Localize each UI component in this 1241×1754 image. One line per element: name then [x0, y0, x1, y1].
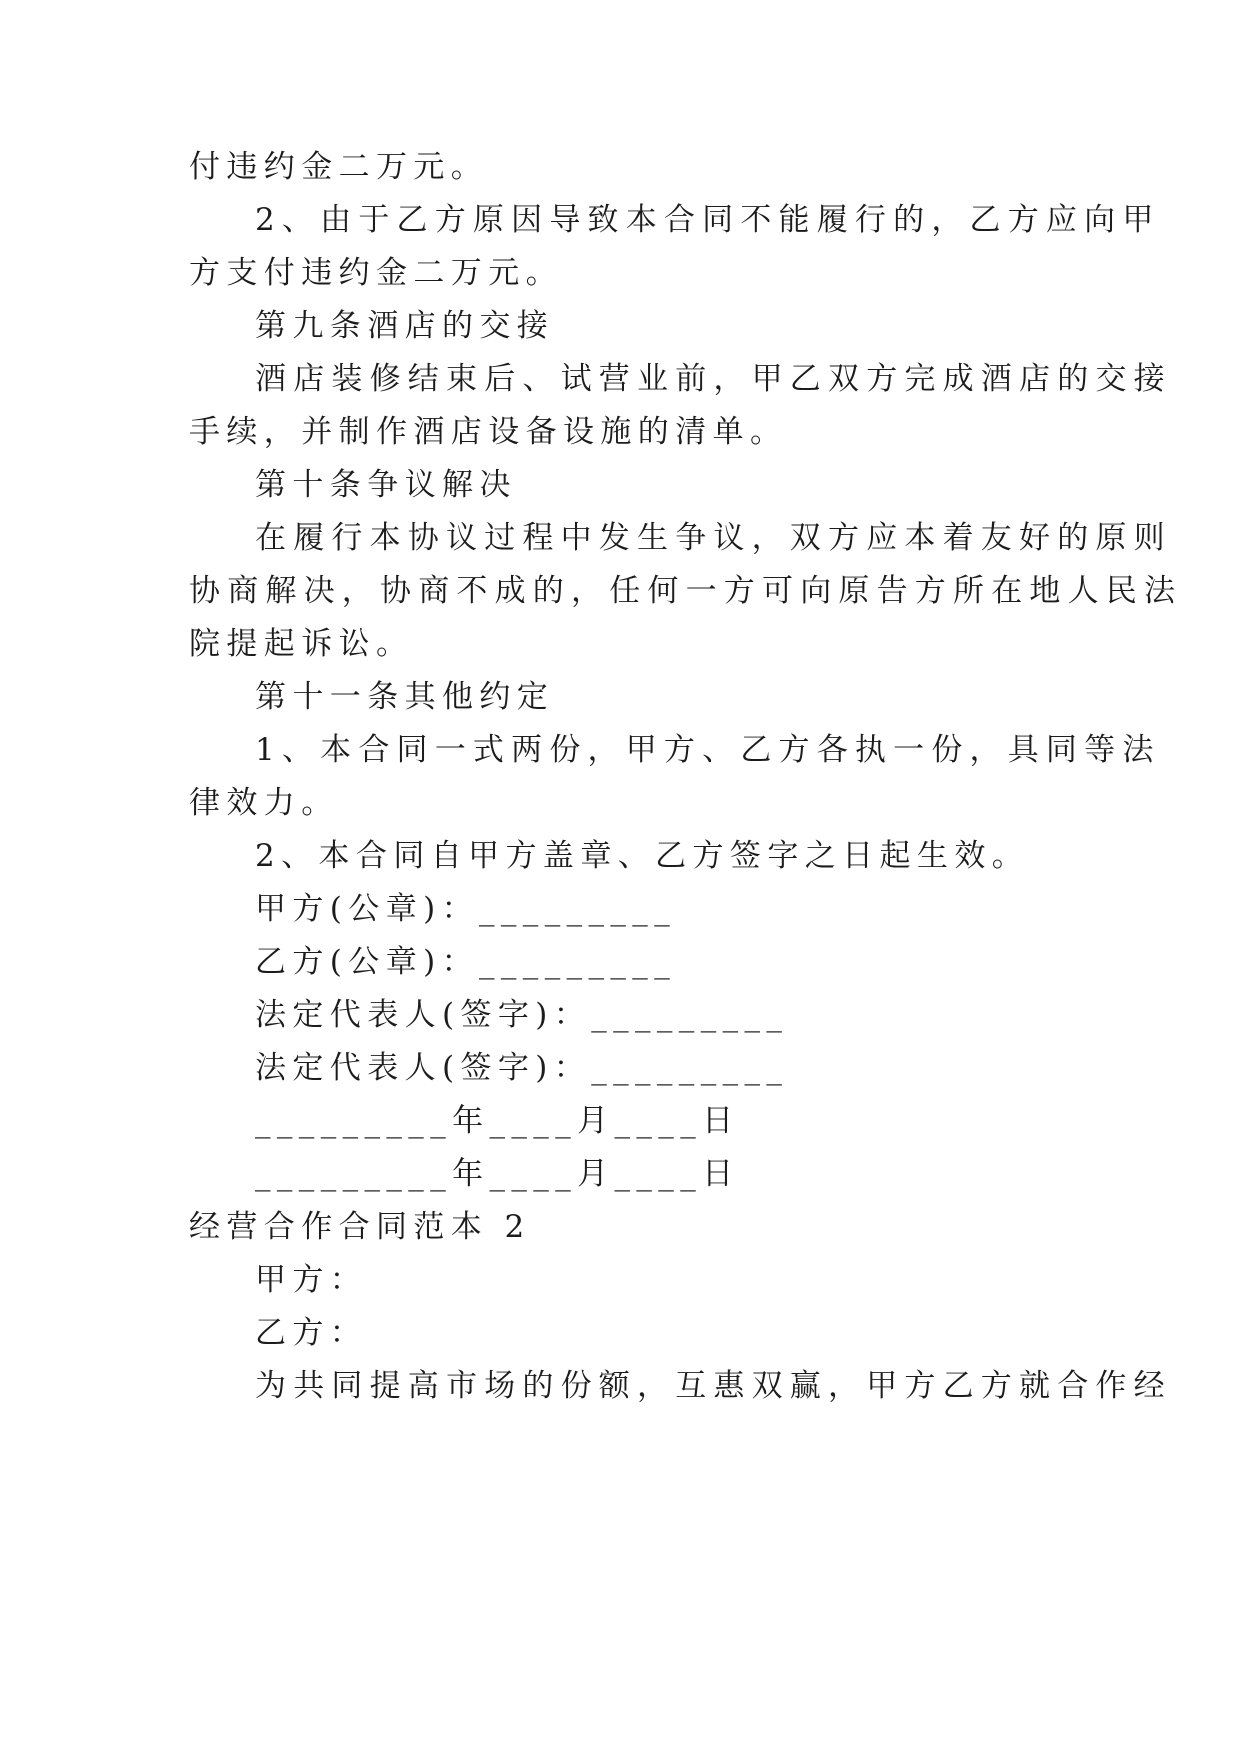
text-line: 方支付违约金二万元。 — [189, 255, 563, 291]
text-line: 2、本合同自甲方盖章、乙方签字之日起生效。 — [255, 838, 1030, 874]
text-line: 为共同提高市场的份额，互惠双赢，甲方乙方就合作经 — [255, 1368, 1172, 1404]
text-line: 律效力。 — [189, 785, 339, 821]
section-heading: 第九条酒店的交接 — [255, 308, 555, 344]
signature-line-representative: 法定代表人(签字)：_________ — [255, 1050, 789, 1086]
section-heading: 第十一条其他约定 — [255, 679, 555, 715]
text-line: 在履行本协议过程中发生争议，双方应本着友好的原则 — [255, 520, 1172, 556]
text-line: 协商解决，协商不成的，任何一方可向原告方所在地人民法 — [189, 573, 1183, 609]
section-heading: 第十条争议解决 — [255, 467, 517, 503]
date-line: _________年____月____日 — [255, 1103, 740, 1139]
signature-line-party-b: 乙方(公章)：_________ — [255, 944, 677, 980]
text-line: 付违约金二万元。 — [189, 149, 489, 185]
document-title: 经营合作合同范本 2 — [189, 1209, 531, 1245]
text-line: 酒店装修结束后、试营业前，甲乙双方完成酒店的交接 — [255, 361, 1172, 397]
party-b-label: 乙方： — [255, 1315, 368, 1351]
text-line: 1、本合同一式两份，甲方、乙方各执一份，具同等法 — [255, 732, 1161, 768]
text-line: 手续，并制作酒店设备设施的清单。 — [189, 414, 788, 450]
party-a-label: 甲方： — [255, 1262, 368, 1298]
date-line: _________年____月____日 — [255, 1156, 740, 1192]
signature-line-representative: 法定代表人(签字)：_________ — [255, 997, 789, 1033]
signature-line-party-a: 甲方(公章)：_________ — [255, 891, 677, 927]
text-line: 2、由于乙方原因导致本合同不能履行的，乙方应向甲 — [255, 202, 1161, 238]
text-line: 院提起诉讼。 — [189, 626, 414, 662]
